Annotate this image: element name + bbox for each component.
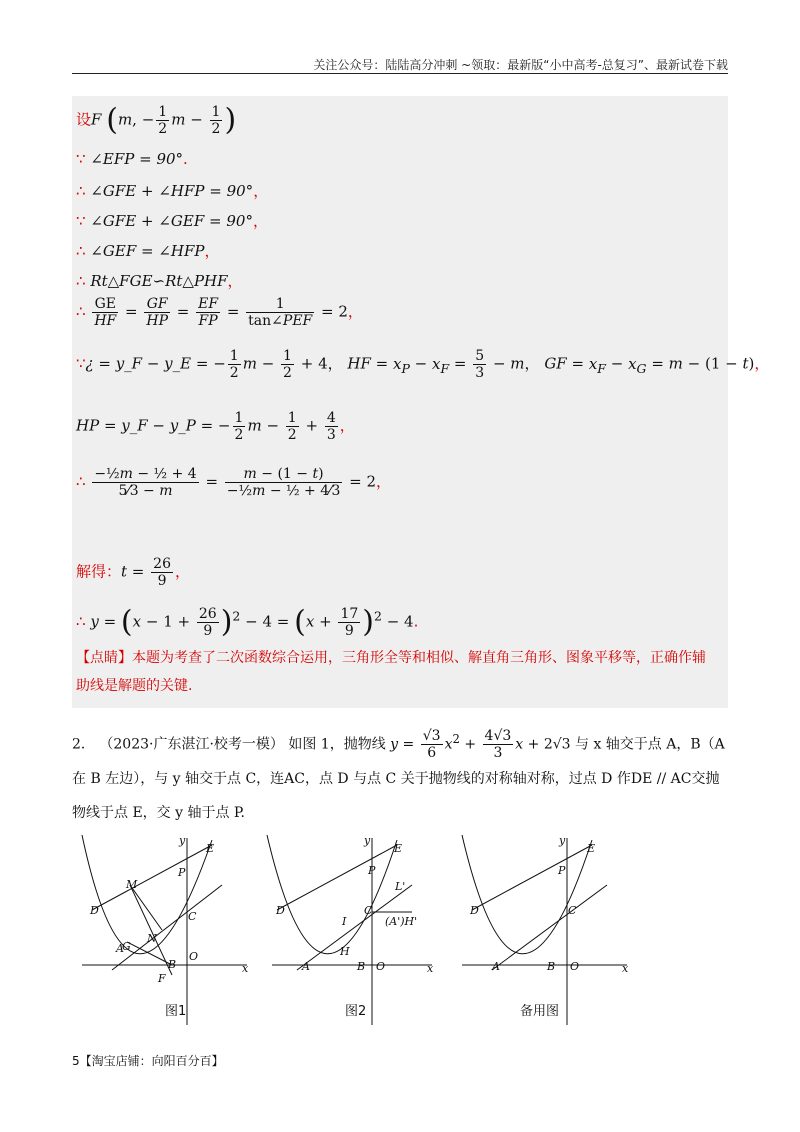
figure-2 <box>267 835 432 1025</box>
remark-note: 【点睛】本题为考查了二次函数综合运用，三角形全等和相似、解直角三角形、图象平移等，正确作辅助线是解题的关键. <box>76 650 706 694</box>
svg-text:E: E <box>587 842 596 855</box>
solution-line-4: ∵ ∠GFE + ∠GEF = 90°， <box>76 212 268 230</box>
page-header: 关注公众号：陆陆高分冲刺 ~领取：最新版“小中高考-总复习”、最新试卷下载 <box>313 58 728 72</box>
svg-text:x: x <box>427 962 434 975</box>
svg-text:x: x <box>242 962 249 975</box>
figure-1 <box>82 835 247 1025</box>
problem-2: 2． （2023·广东湛江·校考一模） 如图 1，抛物线 y = $\frac{√3}{6}$ $x^2$ + $\frac{4√3}{3}$ x + 2√3 与 x 轴交于点 A，B（A 在 B 左边），与 y 轴交于点 C，连AC，点 D 与点 C 关于抛物线的对称轴对称，过点 D 作DE // AC交抛物线于点 E，交 y 轴于点 P. <box>72 728 725 821</box>
svg-text:F: F <box>158 972 166 985</box>
solution-line-8: ∵¿ = y_F − y_E = − $\frac{1}{2}$ m − $\frac{1}{2}$ + 4， HF = $x_P - x_F$ = $\frac{5}{3}$ − m， GF = $x_F - x_G = m - (1 - t)$， <box>76 348 770 382</box>
svg-text:H: H <box>340 945 350 958</box>
svg-text:D: D <box>276 904 285 917</box>
solution-line-5: ∴ ∠GEF = ∠HFP， <box>76 242 220 260</box>
svg-text:O: O <box>189 950 199 963</box>
svg-text:A: A <box>492 960 500 973</box>
svg-text:D: D <box>90 904 99 917</box>
svg-text:P: P <box>178 866 186 879</box>
svg-text:O: O <box>376 960 386 973</box>
solution-line-2: ∵ ∠EFP = 90°. <box>76 150 188 168</box>
solution-line-12: ∴ y = (x − 1 + $\frac{26}{9}$ )$^2$ − 4 = (x + $\frac{17}{9}$ )$^2$ − 4. <box>76 604 419 640</box>
figure-1-caption: 图1 <box>165 1004 187 1019</box>
svg-text:y: y <box>364 834 371 847</box>
solution-line-9: HP = y_F − y_P = − $\frac{1}{2}$ m − $\frac{1}{2}$ + $\frac{4}{3}$ ， <box>76 410 355 444</box>
svg-text:x: x <box>622 962 629 975</box>
svg-text:P: P <box>558 864 566 877</box>
svg-text:C: C <box>188 910 197 923</box>
solution-line-11: 解得：t = $\frac{26}{9}$ ， <box>76 556 191 590</box>
problem-source: （2023·广东湛江·校考一模） <box>99 736 284 753</box>
figure-backup <box>462 835 627 1025</box>
problem-number: 2． <box>72 736 95 753</box>
figure-2-caption: 图2 <box>345 1004 367 1019</box>
svg-text:G: G <box>122 940 131 953</box>
svg-text:M: M <box>126 878 138 891</box>
svg-text:B: B <box>547 960 556 973</box>
svg-text:(A')H': (A')H' <box>385 915 418 928</box>
svg-text:E: E <box>206 842 215 855</box>
problem-text-2: 与 x 轴交于点 A，B（A 在 B 左边），与 y 轴交于点 C，连AC，点 D 与点 C 关于抛物线的对称轴对称，过点 D 作DE // AC交抛物线于点 E，交 y 轴于点 P. <box>72 736 725 821</box>
svg-text:N: N <box>147 932 157 945</box>
solution-block <box>72 96 770 708</box>
solution-line-6: ∴ Rt△FGE∽Rt△PHF， <box>76 272 243 290</box>
svg-text:A: A <box>116 942 124 955</box>
svg-text:y: y <box>179 834 186 847</box>
svg-text:D: D <box>470 904 479 917</box>
svg-text:L': L' <box>395 880 406 893</box>
figure-backup-caption: 备用图 <box>520 1004 560 1019</box>
svg-text:P: P <box>368 864 376 877</box>
svg-text:E: E <box>394 842 403 855</box>
svg-text:y: y <box>559 834 566 847</box>
solution-line-7: ∴ $\frac{GE}{HF}$ = $\frac{GF}{HP}$ = $\frac{EF}{FP}$ = $\frac{1}{\text{tan∠PEF}}$ = 2， <box>76 296 363 330</box>
svg-text:O: O <box>570 960 580 973</box>
svg-text:A: A <box>302 960 310 973</box>
svg-text:C: C <box>364 904 373 917</box>
solution-line-10: ∴ $\frac{\text{−½m − ½ + 4}}{5⁄3 - m}$ = $\frac{m - (1 - t)}{\text{−½m − ½ + 4⁄3}}$ = 2， <box>76 466 392 500</box>
page-footer: 5【淘宝店铺：向阳百分百】 <box>72 1054 224 1068</box>
problem-text-1: 如图 1，抛物线 <box>288 736 386 753</box>
header-divider <box>72 73 728 74</box>
parabola-figures <box>72 830 672 1030</box>
svg-text:I: I <box>342 915 347 928</box>
svg-text:B: B <box>357 960 366 973</box>
solution-line-1: 设F (m, − $\frac{1}{2}$ m − $\frac{1}{2}$ ) <box>76 102 237 138</box>
solution-line-3: ∴ ∠GFE + ∠HFP = 90°， <box>76 182 269 200</box>
svg-text:B: B <box>168 958 177 971</box>
svg-text:C: C <box>568 904 577 917</box>
